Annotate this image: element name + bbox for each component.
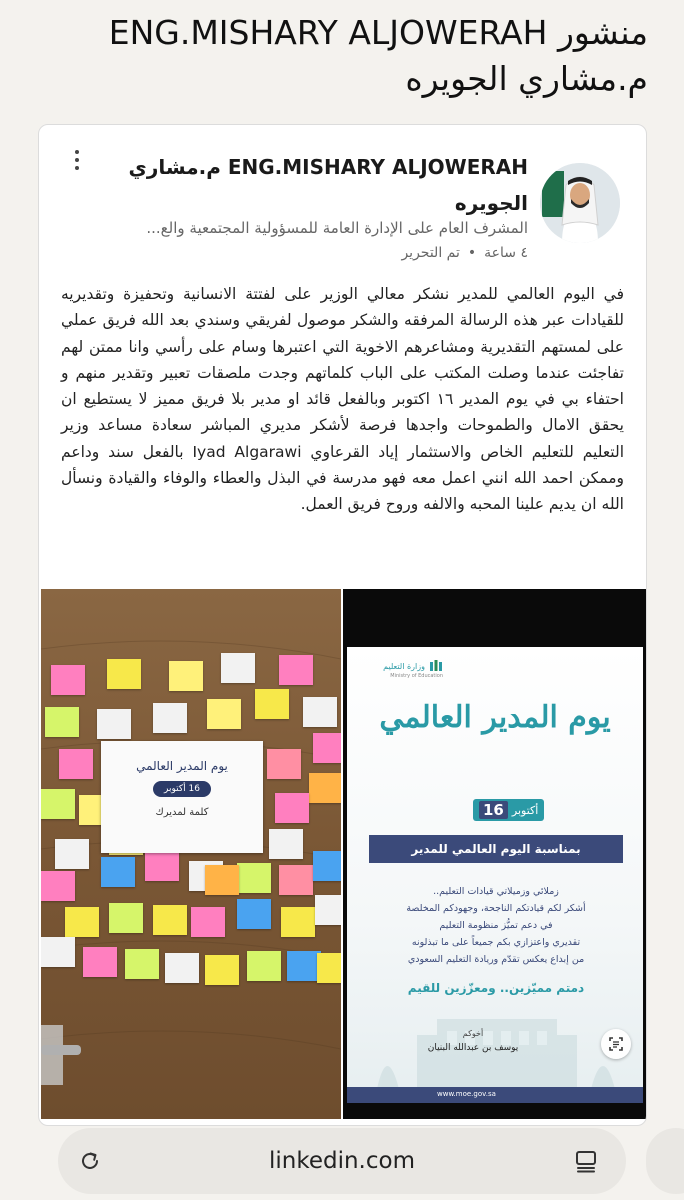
post-photo-door[interactable]	[41, 589, 341, 1119]
more-vertical-icon[interactable]	[65, 145, 89, 175]
poster-slogan: دمتم مميّزين.. ومعزّزين للقيم	[407, 981, 585, 995]
page-title: منشور ENG.MISHARY ALJOWERAH م.مشاري الجويره	[108, 13, 648, 98]
post-card	[38, 124, 647, 1126]
post-time: ٤ ساعة	[484, 245, 528, 261]
author-headline: المشرف العام على الإدارة العامة للمسؤولية المجتمعية والع...	[146, 219, 528, 237]
edited-label: تم التحرير	[401, 245, 460, 261]
poster-signature: يوسف بن عبدالله البنيان	[427, 1043, 519, 1053]
ministry-emblem-icon	[429, 659, 443, 673]
door-sign-date: 16 أكتوبر	[153, 781, 211, 797]
meta-separator: •	[467, 245, 477, 261]
poster-message	[363, 883, 629, 968]
ministry-name: وزارة التعليم	[383, 661, 425, 671]
poster-banner: بمناسبة اليوم العالمي للمدير	[369, 835, 623, 863]
post-body: في اليوم العالمي للمدير نشكر معالي الوزير على لفتتة الانسانية وتحفيزة وتقديريه للقيادات عبر هذه الرسالة المرفقه والشكر موصول لفريقي وسندي بعد الله فريق عملي على لمستهم التقديرية ومشاعرهم الاخوية التي اعتبرها وسام على رأسي وانا ممتن لهم تفاجئت عندما وصلت المكتب على الباب كلماتهم وجدت ملصقات تعبير وتقدير منهم و احتفاء بي في يوم المدير ١٦ اكتوبر وبالفعل قائد او مدير بلا فريق مميز لا يستطيع ان يحقق الامال والطموحات واجدها فرصة لأشكر مديري المباشر سعادة مساعد وزير التعليم للتعليم الخاص والاستثمار إياد القرعاوي Iyad Algarawi بالفعل سند وداعم وممكن احمد الله انني اعمل معه فهو مدرسة في البذل والعطاء والوفاء والقيادة ونسأل الله ان يديم علينا المحبه والالفه وروح فريق العمل.	[61, 285, 625, 514]
door-sign-caption: كلمة لمديرك	[155, 807, 209, 818]
door-sign	[101, 741, 263, 853]
poster-date-number: 16	[479, 801, 508, 819]
poster	[347, 647, 643, 1103]
poster-line-1: أشكر لكم قيادتكم الناجحة، وجهودكم المخلصة	[406, 903, 586, 914]
poster-date-month: أكتوبر	[511, 803, 539, 817]
tabs-icon[interactable]	[572, 1147, 600, 1175]
poster-greeting: زملائي وزميلاتي قيادات التعليم..	[433, 886, 559, 897]
browser-bottom-bar	[0, 1128, 684, 1200]
ministry-name-en: Ministry of Education	[390, 673, 443, 679]
poster-signoff: أخوكم	[462, 1029, 484, 1038]
url-text[interactable]: linkedin.com	[268, 1148, 415, 1174]
avatar[interactable]	[540, 163, 620, 243]
post-meta	[401, 245, 528, 261]
poster-footer	[347, 1087, 643, 1103]
author-name[interactable]: ENG.MISHARY ALJOWERAH م.مشاري الجويره	[128, 155, 528, 215]
poster-website: www.moe.gov.sa	[437, 1090, 496, 1098]
door-sign-title: يوم المدير العالمي	[136, 759, 228, 773]
scan-text-icon[interactable]	[601, 1029, 631, 1059]
poster-headline: يوم المدير العالمي	[379, 700, 611, 735]
address-bar[interactable]	[58, 1128, 626, 1194]
adjacent-tab-pill[interactable]	[646, 1128, 684, 1194]
poster-line-3: تقديري واعتزازي بكم جميعاً على ما تبذلونه	[411, 937, 581, 948]
poster-line-2: في دعم تميُّز منظومة التعليم	[439, 920, 553, 931]
poster-date-badge	[473, 799, 544, 821]
poster-line-4: من إبداع يعكس تقدّم وريادة التعليم السعودي	[407, 954, 585, 965]
ministry-logo	[359, 659, 443, 679]
post-photo-poster[interactable]	[343, 589, 646, 1119]
